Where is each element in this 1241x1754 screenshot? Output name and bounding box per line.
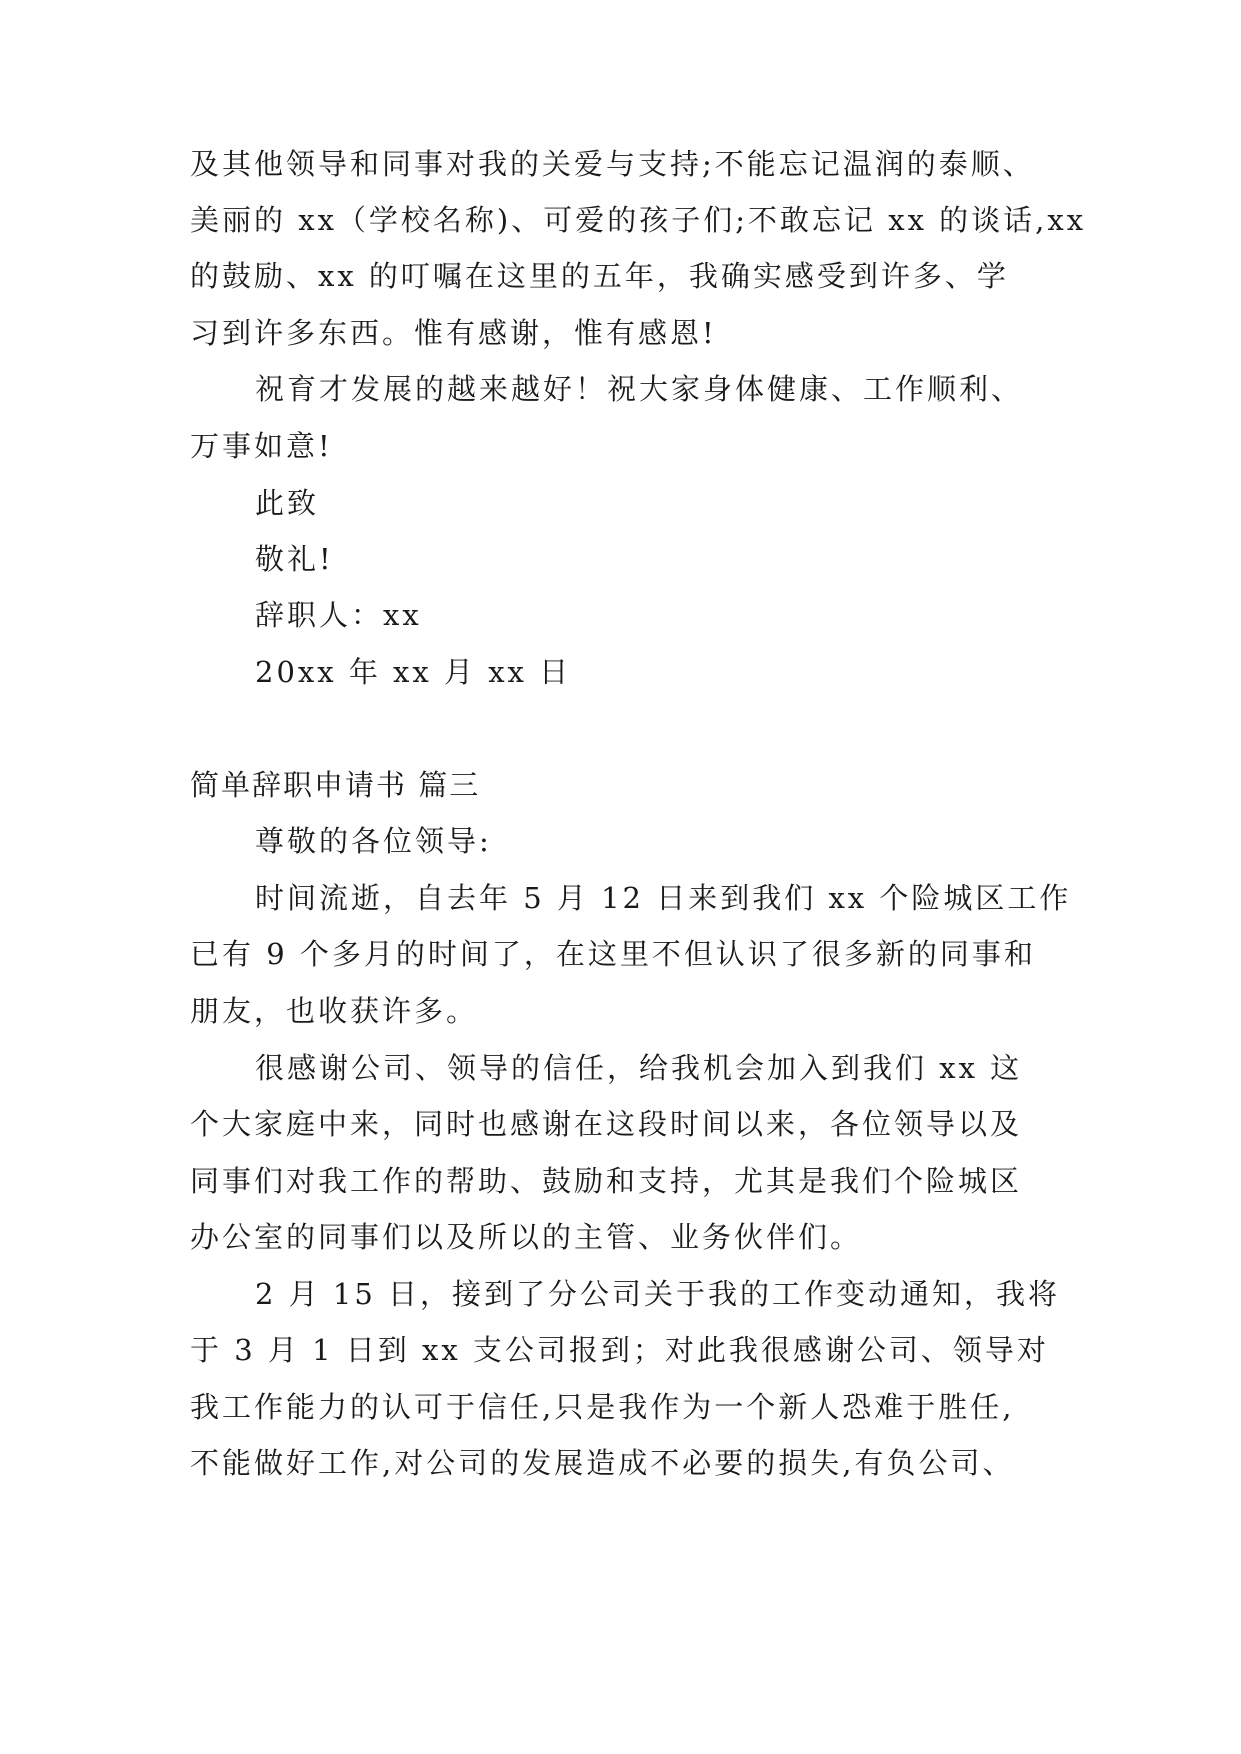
closing-regards: 敬礼! — [255, 542, 334, 576]
section-heading: 简单辞职申请书 篇三 — [190, 768, 481, 802]
text-line: 我工作能力的认可于信任,只是我作为一个新人恐难于胜任, — [190, 1390, 1015, 1424]
text-line: 个大家庭中来，同时也感谢在这段时间以来，各位领导以及 — [190, 1107, 1023, 1141]
text-line: 的鼓励、xx 的叮嘱在这里的五年，我确实感受到许多、学 — [190, 259, 1009, 293]
text-line: 万事如意! — [190, 429, 333, 463]
text-line: 时间流逝，自去年 5 月 12 日来到我们 xx 个险城区工作 — [255, 881, 1072, 915]
closing-salutation: 此致 — [255, 486, 320, 520]
text-line: 祝育才发展的越来越好！祝大家身体健康、工作顺利、 — [255, 372, 1024, 406]
text-line: 及其他领导和同事对我的关爱与支持;不能忘记温润的泰顺、 — [190, 147, 1035, 181]
date-line: 20xx 年 xx 月 xx 日 — [255, 655, 572, 689]
text-line: 同事们对我工作的帮助、鼓励和支持，尤其是我们个险城区 — [190, 1164, 1023, 1198]
signature-line: 辞职人：xx — [255, 598, 422, 632]
text-line: 很感谢公司、领导的信任，给我机会加入到我们 xx 这 — [255, 1051, 1023, 1085]
text-line: 办公室的同事们以及所以的主管、业务伙伴们。 — [190, 1220, 863, 1254]
text-line: 2 月 15 日，接到了分公司关于我的工作变动通知，我将 — [255, 1277, 1061, 1311]
text-line: 朋友，也收获许多。 — [190, 994, 479, 1028]
text-line: 于 3 月 1 日到 xx 支公司报到；对此我很感谢公司、领导对 — [190, 1333, 1049, 1367]
text-line: 习到许多东西。惟有感谢，惟有感恩! — [190, 316, 717, 350]
text-line: 不能做好工作,对公司的发展造成不必要的损失,有负公司、 — [190, 1446, 1015, 1480]
text-line: 美丽的 xx（学校名称)、可爱的孩子们;不敢忘记 xx 的谈话,xx — [190, 203, 1087, 237]
greeting-line: 尊敬的各位领导: — [255, 824, 492, 858]
text-line: 已有 9 个多月的时间了，在这里不但认识了很多新的同事和 — [190, 937, 1036, 971]
